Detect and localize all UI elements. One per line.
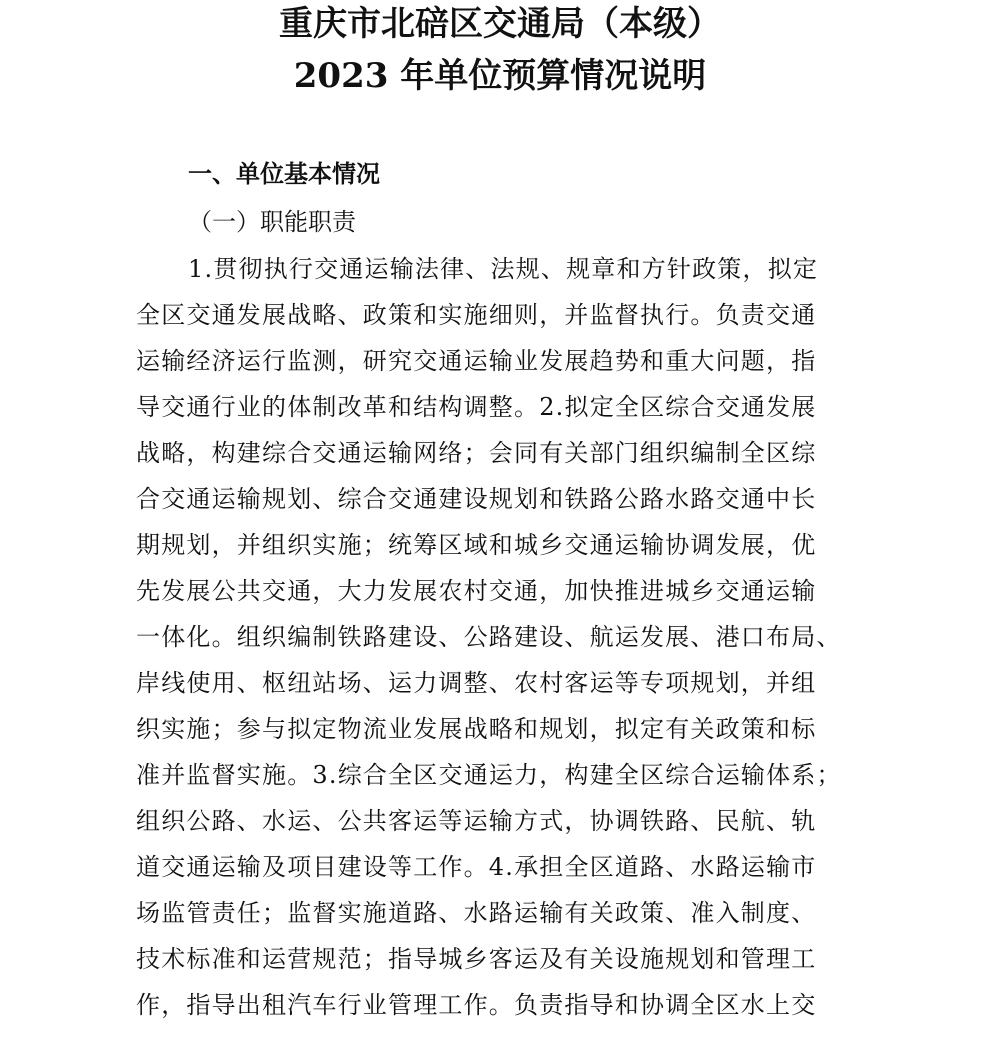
body-line: 运输经济运行监测，研究交通运输业发展趋势和重大问题，指 [136,347,817,375]
body-line: 全区交通发展战略、政策和实施细则，并监督执行。负责交通 [136,301,817,329]
body-line: 组织公路、水运、公共客运等运输方式，协调铁路、民航、轨 [136,807,817,835]
body-line: 织实施；参与拟定物流业发展战略和规划，拟定有关政策和标 [136,715,817,743]
body-line: 准并监督实施。3.综合全区交通运力，构建全区综合运输体系； [136,761,842,789]
body-line: 先发展公共交通，大力发展农村交通，加快推进城乡交通运输 [136,577,817,605]
body-line: 导交通行业的体制改革和结构调整。2.拟定全区综合交通发展 [136,393,817,421]
subsection-heading: （一）职能职责 [188,208,356,236]
body-line: 一体化。组织编制铁路建设、公路建设、航运发展、港口布局、 [136,623,842,651]
body-line: 期规划，并组织实施；统筹区域和城乡交通运输协调发展，优 [136,531,817,559]
body-line: 战略，构建综合交通运输网络；会同有关部门组织编制全区综 [136,439,817,467]
body-line: 场监管责任；监督实施道路、水路运输有关政策、准入制度、 [136,899,817,927]
body-line: 作，指导出租汽车行业管理工作。负责指导和协调全区水上交 [136,991,817,1019]
section-heading: 一、单位基本情况 [188,160,380,188]
body-line: 技术标准和运营规范；指导城乡客运及有关设施规划和管理工 [136,945,817,973]
body-line: 岸线使用、枢纽站场、运力调整、农村客运等专项规划，并组 [136,669,817,697]
body-line: 道交通运输及项目建设等工作。4.承担全区道路、水路运输市 [136,853,817,881]
body-line: 合交通运输规划、综合交通建设规划和铁路公路水路交通中长 [136,485,817,513]
document-title: 重庆市北碚区交通局（本级） [279,4,721,44]
document-subtitle: 2023 年单位预算情况说明 [293,56,707,96]
body-line: 1.贯彻执行交通运输法律、法规、规章和方针政策，拟定 [188,255,819,283]
